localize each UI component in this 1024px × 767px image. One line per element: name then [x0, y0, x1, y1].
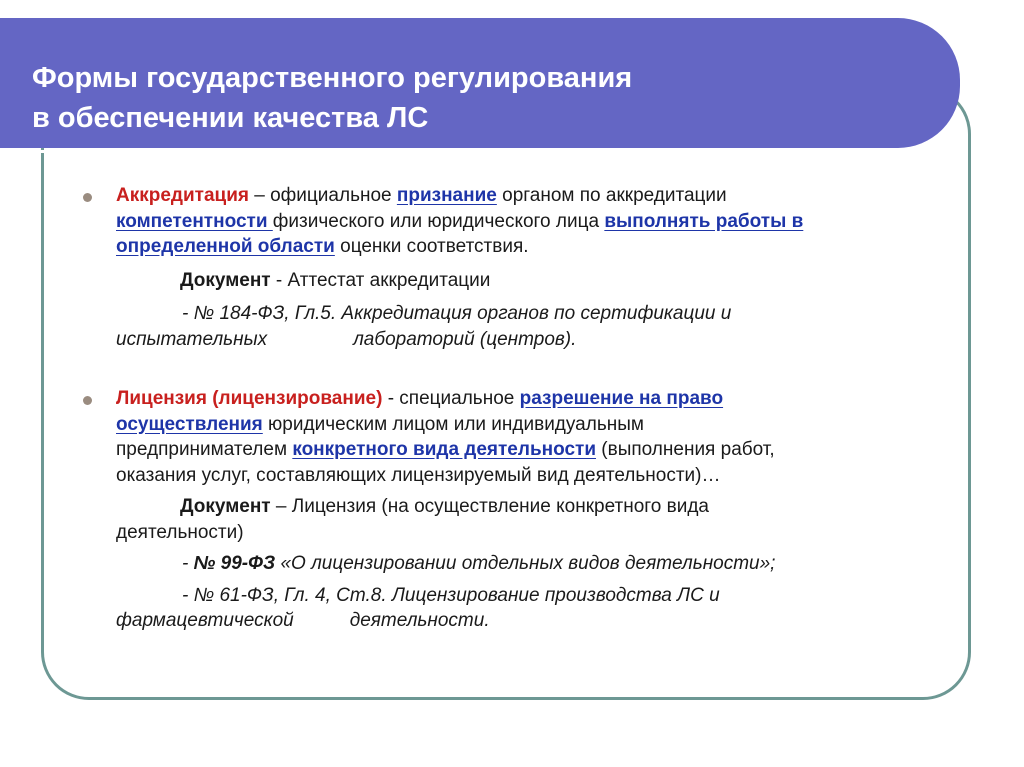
license-section	[116, 386, 956, 634]
highlight-recognition: признание	[396, 185, 497, 206]
accreditation-section	[116, 183, 956, 352]
accreditation-term: Аккредитация	[116, 185, 249, 206]
title-line-2: в обеспечении качества ЛС	[32, 102, 429, 134]
title-underline-rule	[0, 150, 910, 153]
accreditation-law: - № 184-ФЗ, Гл.5. Аккредитация органов по сертификации и испытательных лабораторий (центров).	[116, 303, 732, 350]
title-band	[0, 18, 960, 148]
page-title	[32, 58, 632, 138]
bullet-dot-icon	[83, 396, 92, 405]
highlight-permission: разрешение на право	[519, 388, 724, 409]
license-law-61: - № 61-ФЗ, Гл. 4, Ст.8. Лицензирование производства ЛС и фармацевтической деятельности.	[116, 584, 720, 631]
accreditation-definition: Аккредитация – официальное признание органом по аккредитации компетентности физического или юридического лица выполнять работы в определенной области оценки соответствия.	[116, 185, 804, 257]
highlight-competence: компетентности	[116, 210, 273, 232]
bullet-dot-icon	[83, 193, 92, 202]
license-law-99: - № 99-ФЗ «О лицензировании отдельных видов деятельности»;	[182, 553, 776, 574]
highlight-perform-work: выполнять работы в	[604, 210, 804, 232]
highlight-implementation: осуществления	[116, 413, 263, 435]
license-term: Лицензия (лицензирование)	[116, 388, 383, 409]
license-definition: Лицензия (лицензирование) - специальное разрешение на право осуществления юридическим лицом или индивидуальным предпринимателем конкретного вида деятельности (выполнения работ, оказания услуг, составляющих лицензируемый вид деятельности)…	[116, 388, 775, 486]
title-line-1: Формы государственного регулирования	[32, 62, 633, 94]
license-document: Документ – Лицензия (на осуществление конкретного вида деятельности)	[116, 496, 710, 543]
slide-content	[116, 183, 956, 634]
highlight-specific-area: определенной области	[116, 236, 335, 257]
highlight-activity-type: конкретного вида деятельности	[292, 439, 597, 460]
accreditation-document: Документ - Аттестат аккредитации	[180, 269, 491, 291]
